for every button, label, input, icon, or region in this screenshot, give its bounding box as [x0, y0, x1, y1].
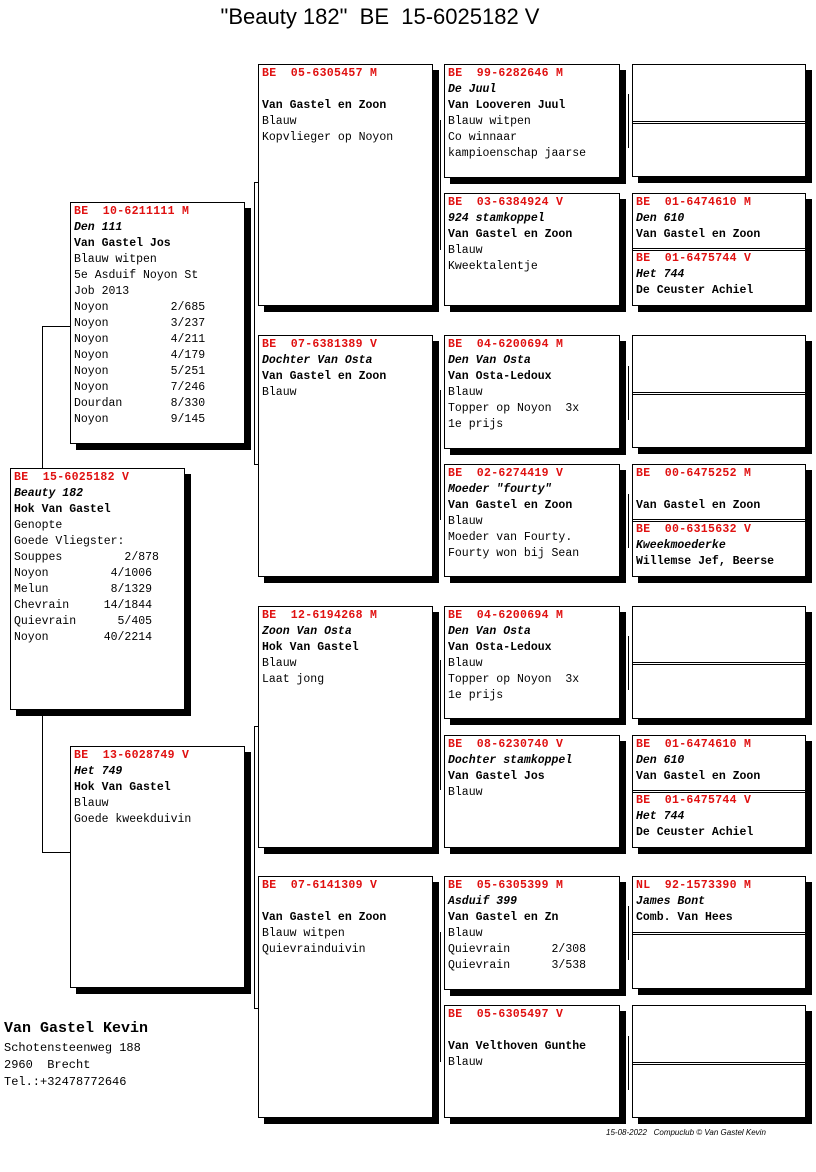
pigeon-name: 924 stamkoppel	[448, 212, 545, 225]
pigeon-name: Den Van Osta	[448, 625, 531, 638]
father-card	[70, 202, 245, 444]
footer-credit: 15-08-2022 Compuclub © Van Gastel Kevin	[606, 1128, 766, 1137]
info-line: Job 2013	[74, 285, 130, 298]
result-line: Souppes 2/878	[14, 551, 159, 564]
owner-name: Van Looveren Juul	[448, 99, 566, 112]
great-grandparent-card-8	[444, 1005, 620, 1118]
info-line: Co winnaar	[448, 131, 518, 144]
gen4-pair-4	[632, 464, 806, 577]
info-line: Kweektalentje	[448, 260, 538, 273]
pigeon-name: Dochter Van Osta	[262, 354, 373, 367]
subject-pigeon-card	[10, 468, 185, 710]
owner-name: Hok Van Gastel	[74, 781, 171, 794]
pigeon-name	[636, 482, 802, 498]
result-line: Quievrain 3/538	[448, 959, 587, 972]
info-line: Kopvlieger op Noyon	[262, 131, 394, 144]
owner-name: Van Gastel Jos	[448, 770, 545, 783]
info-line: Goede kweekduivin	[74, 813, 192, 826]
info-line: Goede Vliegster:	[14, 535, 125, 548]
info-line: Blauw witpen	[74, 253, 157, 266]
pigeon-name: Het 749	[74, 765, 123, 778]
pigeon-name: Het 744	[636, 810, 685, 823]
owner-name: Van Osta-Ledoux	[448, 370, 552, 383]
ring-number: BE 07-6381389 V	[262, 338, 378, 351]
great-grandparent-card-7	[444, 876, 620, 990]
pigeon-name: Moeder "fourty"	[448, 483, 552, 496]
grandparent-card-3	[258, 606, 433, 848]
ring-number: BE 01-6474610 M	[636, 738, 752, 751]
mother-card	[70, 746, 245, 988]
owner-name: Van Gastel en Zoon	[262, 370, 387, 383]
owner-name: Hok Van Gastel	[262, 641, 359, 654]
breeder-city: 2960 Brecht	[4, 1058, 91, 1072]
ring-number: BE 10-6211111 M	[74, 205, 190, 218]
owner-name: Van Gastel Jos	[74, 237, 171, 250]
pigeon-name: Asduif 399	[448, 895, 518, 908]
info-line: 1e prijs	[448, 689, 504, 702]
info-line: Laat jong	[262, 673, 325, 686]
great-grandparent-card-3	[444, 335, 620, 449]
pigeon-name: Dochter stamkoppel	[448, 754, 573, 767]
owner-name: Van Osta-Ledoux	[448, 641, 552, 654]
pigeon-name	[262, 82, 429, 98]
info-line: 1e prijs	[448, 418, 504, 431]
info-line: Blauw	[262, 386, 297, 399]
ring-number: BE 05-6305497 V	[448, 1008, 564, 1021]
ring-number: BE 01-6475744 V	[636, 252, 752, 265]
info-line: Blauw	[448, 244, 483, 257]
owner-name: Comb. Van Hees	[636, 911, 733, 924]
info-line: Blauw	[448, 386, 483, 399]
owner-name: Van Gastel en Zoon	[262, 911, 387, 924]
gen4-pair-3	[632, 335, 806, 448]
pigeon-name: Den 610	[636, 754, 685, 767]
ring-number: NL 92-1573390 M	[636, 879, 752, 892]
result-line: Noyon 2/685	[74, 301, 206, 314]
info-line: Blauw	[448, 786, 483, 799]
owner-name: Van Gastel en Zoon	[448, 499, 573, 512]
breeder-info	[4, 1018, 148, 1091]
ring-number: BE 01-6474610 M	[636, 196, 752, 209]
ring-number: BE 05-6305399 M	[448, 879, 564, 892]
pigeon-name: Zoon Van Osta	[262, 625, 352, 638]
gen4-pair-1	[632, 64, 806, 177]
info-line: Fourty won bij Sean	[448, 547, 580, 560]
pigeon-name: Den 111	[74, 221, 123, 234]
great-grandparent-card-4	[444, 464, 620, 577]
info-line: kampioenschap jaarse	[448, 147, 587, 160]
info-line: Blauw	[448, 927, 483, 940]
ring-number: BE 08-6230740 V	[448, 738, 564, 751]
ring-number: BE 13-6028749 V	[74, 749, 190, 762]
info-line: Blauw	[448, 515, 483, 528]
owner-name: De Ceuster Achiel	[636, 826, 754, 839]
ring-number: BE 00-6315632 V	[636, 523, 752, 536]
owner-name: Van Velthoven Gunthe	[448, 1040, 587, 1053]
pigeon-name	[262, 894, 429, 910]
info-line: Blauw	[262, 657, 297, 670]
pigeon-name: Het 744	[636, 268, 685, 281]
great-grandparent-card-5	[444, 606, 620, 719]
result-line: Noyon 7/246	[74, 381, 206, 394]
great-grandparent-card-1	[444, 64, 620, 178]
ring-number: BE 02-6274419 V	[448, 467, 564, 480]
info-line: Topper op Noyon 3x	[448, 402, 580, 415]
ring-number: BE 00-6475252 M	[636, 467, 752, 480]
owner-name: De Ceuster Achiel	[636, 284, 754, 297]
ring-number: BE 04-6200694 M	[448, 609, 564, 622]
result-line: Melun 8/1329	[14, 583, 153, 596]
result-line: Noyon 4/1006	[14, 567, 153, 580]
grandparent-card-1	[258, 64, 433, 306]
info-line: 5e Asduif Noyon St	[74, 269, 199, 282]
info-line: Moeder van Fourty.	[448, 531, 573, 544]
result-line: Quievrain 5/405	[14, 615, 153, 628]
breeder-street: Schotensteenweg 188	[4, 1041, 141, 1055]
grandparent-card-4	[258, 876, 433, 1118]
owner-name: Van Gastel en Zoon	[636, 770, 761, 783]
result-line: Noyon 3/237	[74, 317, 206, 330]
pigeon-name: Kweekmoederke	[636, 539, 726, 552]
breeder-phone: Tel.:+32478772646	[4, 1075, 127, 1089]
pigeon-name: Den 610	[636, 212, 685, 225]
info-line: Blauw	[262, 115, 297, 128]
pigeon-name: James Bont	[636, 895, 706, 908]
result-line: Quievrain 2/308	[448, 943, 587, 956]
owner-name: Hok Van Gastel	[14, 503, 111, 516]
owner-name: Van Gastel en Zoon	[636, 499, 761, 512]
pedigree-title: "Beauty 182" BE 15-6025182 V	[220, 4, 540, 29]
pigeon-name: Den Van Osta	[448, 354, 531, 367]
gen4-pair-7	[632, 876, 806, 989]
info-line: Topper op Noyon 3x	[448, 673, 580, 686]
grandparent-card-2	[258, 335, 433, 577]
info-line: Genopte	[14, 519, 63, 532]
ring-number: BE 12-6194268 M	[262, 609, 378, 622]
pigeon-name: De Juul	[448, 83, 497, 96]
result-line: Noyon 4/179	[74, 349, 206, 362]
info-line: Blauw	[74, 797, 109, 810]
gen4-pair-2	[632, 193, 806, 306]
pigeon-name	[448, 1023, 616, 1039]
ring-number: BE 07-6141309 V	[262, 879, 378, 892]
breeder-name: Van Gastel Kevin	[4, 1020, 149, 1037]
info-line: Blauw	[448, 1056, 483, 1069]
result-line: Chevrain 14/1844	[14, 599, 153, 612]
owner-name: Van Gastel en Zn	[448, 911, 559, 924]
result-line: Noyon 5/251	[74, 365, 206, 378]
gen4-pair-6	[632, 735, 806, 848]
ring-number: BE 01-6475744 V	[636, 794, 752, 807]
gen4-pair-8	[632, 1005, 806, 1118]
ring-number: BE 03-6384924 V	[448, 196, 564, 209]
great-grandparent-card-2	[444, 193, 620, 306]
result-line: Noyon 4/211	[74, 333, 206, 346]
info-line: Blauw	[448, 657, 483, 670]
owner-name: Van Gastel en Zoon	[448, 228, 573, 241]
result-line: Noyon 40/2214	[14, 631, 153, 644]
great-grandparent-card-6	[444, 735, 620, 848]
result-line: Dourdan 8/330	[74, 397, 206, 410]
ring-number: BE 15-6025182 V	[14, 471, 130, 484]
gen4-pair-5	[632, 606, 806, 719]
ring-number: BE 05-6305457 M	[262, 67, 378, 80]
result-line: Noyon 9/145	[74, 413, 206, 426]
info-line: Blauw witpen	[448, 115, 531, 128]
owner-name: Van Gastel en Zoon	[636, 228, 761, 241]
info-line: Blauw witpen	[262, 927, 345, 940]
pigeon-name: Beauty 182	[14, 487, 84, 500]
owner-name: Van Gastel en Zoon	[262, 99, 387, 112]
ring-number: BE 99-6282646 M	[448, 67, 564, 80]
ring-number: BE 04-6200694 M	[448, 338, 564, 351]
owner-name: Willemse Jef, Beerse	[636, 555, 775, 568]
info-line: Quievrainduivin	[262, 943, 366, 956]
